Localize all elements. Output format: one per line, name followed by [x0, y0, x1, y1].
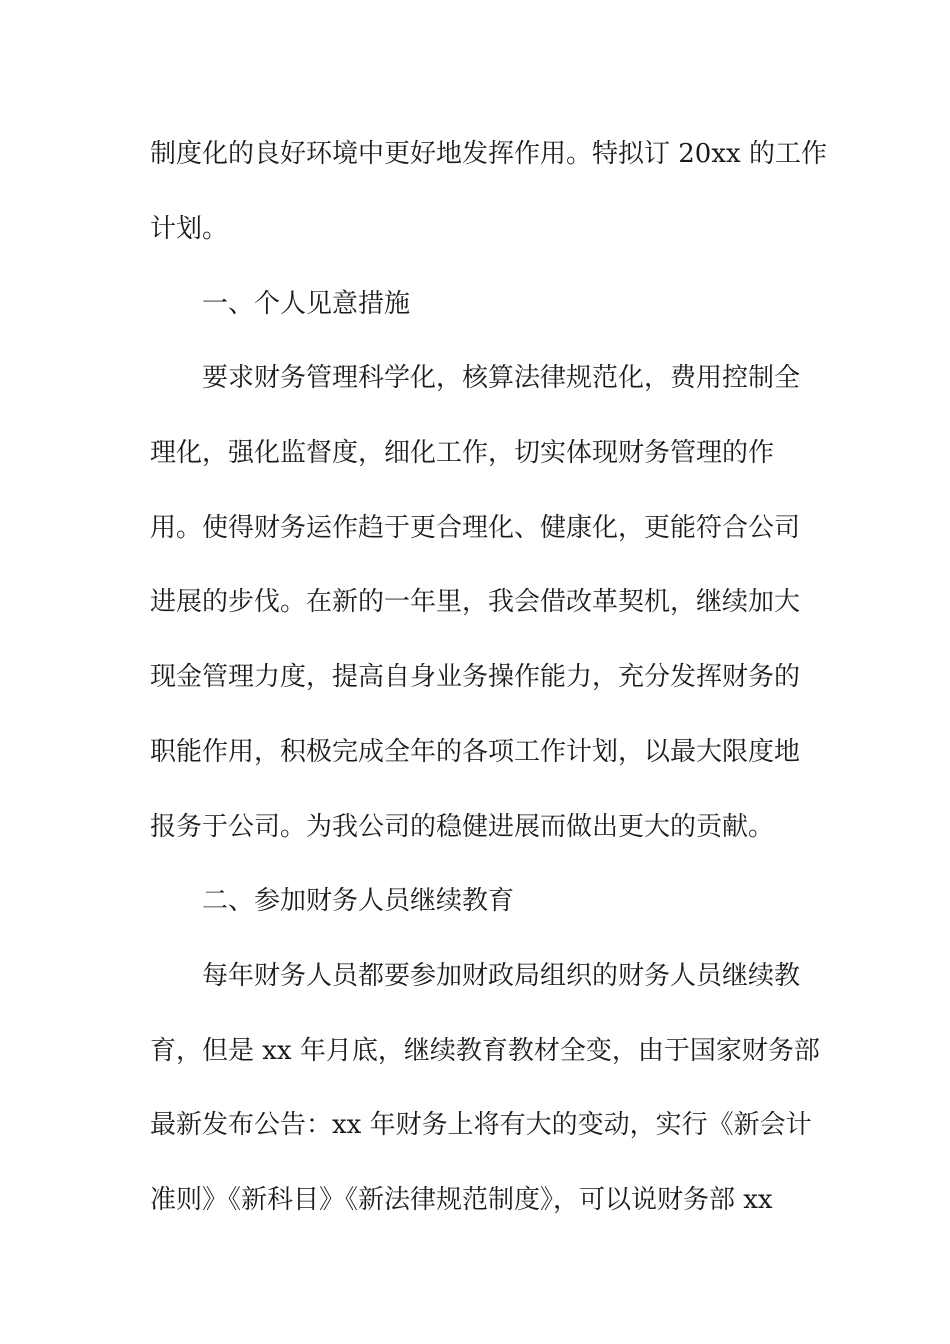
- paragraph-line: 用。使得财务运作趋于更合理化、健康化，更能符合公司: [150, 513, 801, 543]
- paragraph-line: 要求财务管理科学化，核算法律规范化，费用控制全: [202, 363, 801, 393]
- paragraph-line: 每年财务人员都要参加财政局组织的财务人员继续教: [202, 961, 801, 991]
- paragraph-line: 计划。: [150, 214, 229, 244]
- paragraph-line: 制度化的良好环境中更好地发挥作用。特拟订 20xx 的工作: [150, 139, 827, 169]
- section-heading: 二、参加财务人员继续教育: [202, 886, 515, 916]
- paragraph-line: 准则》《新科目》《新法律规范制度》，可以说财务部 xx: [150, 1185, 773, 1215]
- paragraph-line: 最新发布公告：xx 年财务上将有大的变动，实行《新会计: [150, 1110, 812, 1140]
- paragraph-line: 育，但是 xx 年月底，继续教育教材全变，由于国家财务部: [150, 1036, 820, 1066]
- paragraph-line: 职能作用，积极完成全年的各项工作计划，以最大限度地: [150, 737, 801, 767]
- section-heading: 一、个人见意措施: [202, 289, 411, 319]
- paragraph-line: 现金管理力度，提高自身业务操作能力，充分发挥财务的: [150, 662, 801, 692]
- paragraph-line: 理化，强化监督度，细化工作，切实体现财务管理的作: [150, 438, 775, 468]
- paragraph-line: 进展的步伐。在新的一年里，我会借改革契机，继续加大: [150, 587, 801, 617]
- paragraph-line: 报务于公司。为我公司的稳健进展而做出更大的贡献。: [150, 812, 775, 842]
